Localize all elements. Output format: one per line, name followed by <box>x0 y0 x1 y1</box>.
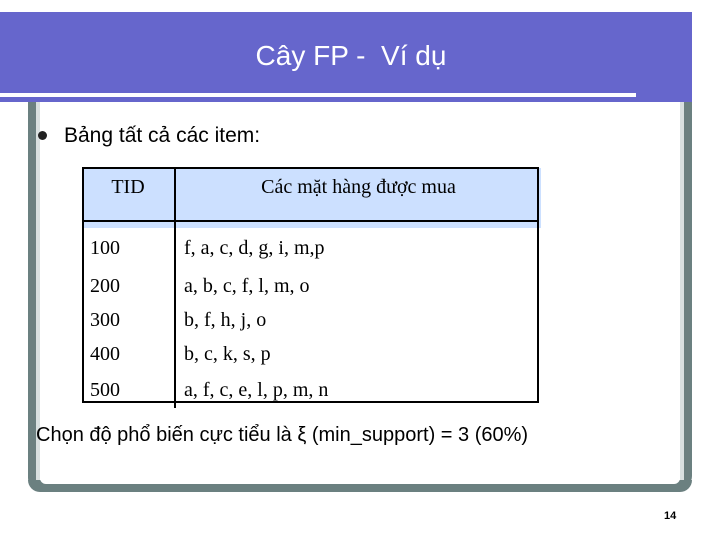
header-tid: TID <box>82 168 175 228</box>
table-row <box>82 268 541 304</box>
cell-items: b, f, h, j, o <box>184 308 267 331</box>
frame-right-highlight <box>680 102 684 480</box>
cell-tid: 500 <box>82 372 175 408</box>
frame-bottom-highlight <box>40 478 680 484</box>
table-header-divider <box>82 220 539 222</box>
cell-items: f, a, c, d, g, i, m,p <box>184 236 325 259</box>
cell-tid: 100 <box>82 228 175 268</box>
cell-items: a, b, c, f, l, m, o <box>184 274 310 297</box>
table-row <box>82 228 541 268</box>
title-underline <box>0 93 636 97</box>
bullet-text: Bảng tất cả các item: <box>64 124 261 147</box>
cell-tid: 400 <box>82 336 175 372</box>
items-table <box>82 168 541 408</box>
table-header-row <box>82 168 541 228</box>
min-support-note: Chọn độ phổ biến cực tiểu là ξ (min_support) = 3 (60%) <box>36 424 529 446</box>
cell-items: a, f, c, e, l, p, m, n <box>184 378 329 401</box>
header-items: Các mặt hàng được mua <box>175 168 541 228</box>
table-row <box>82 304 541 336</box>
page-number: 14 <box>664 510 677 522</box>
cell-items: b, c, k, s, p <box>184 342 271 365</box>
cell-tid: 200 <box>82 268 175 304</box>
cell-tid: 300 <box>82 304 175 336</box>
bullet-icon <box>38 131 47 140</box>
table-row <box>82 372 541 408</box>
slide-title: Cây FP - Ví dụ <box>255 40 447 71</box>
table-row <box>82 336 541 372</box>
